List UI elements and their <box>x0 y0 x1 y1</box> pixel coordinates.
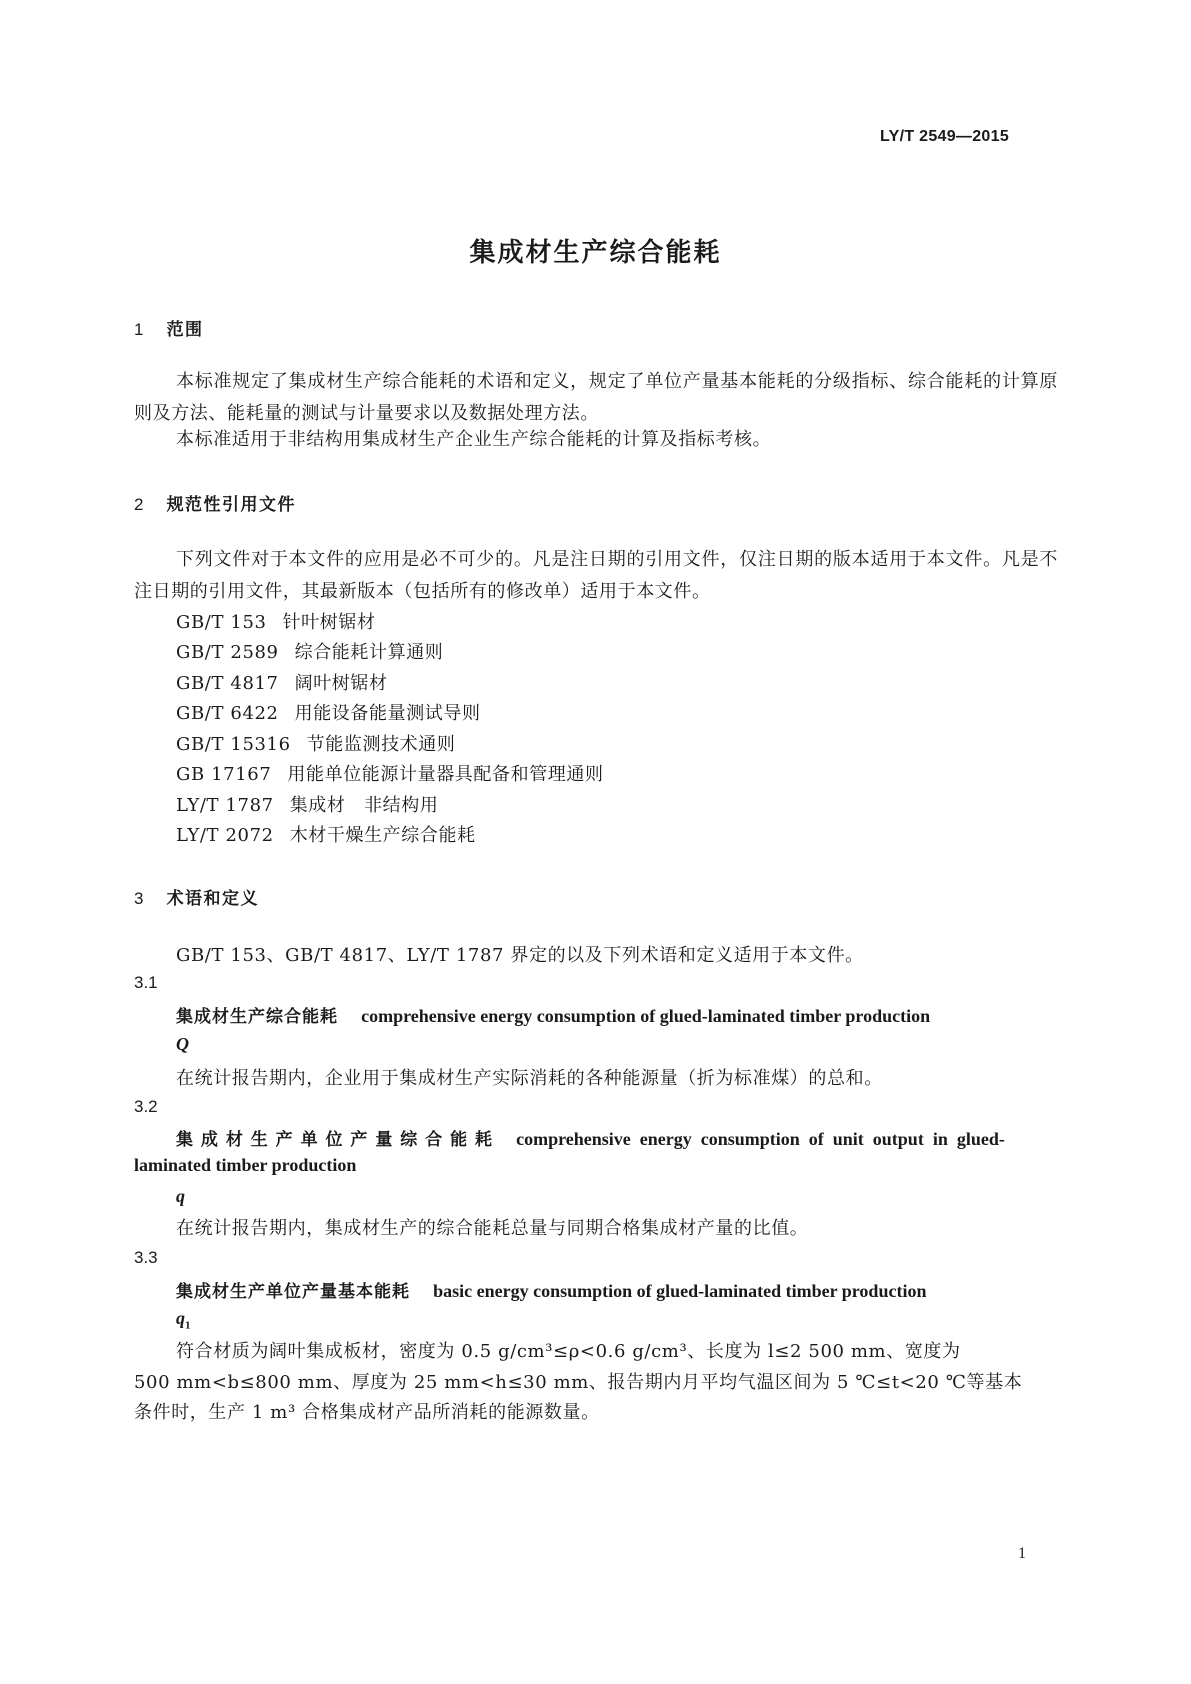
reference-code: LY/T 2072 <box>176 825 274 846</box>
reference-title: 用能单位能源计量器具配备和管理通则 <box>287 764 604 785</box>
reference-code: GB/T 6422 <box>176 703 279 724</box>
reference-title: 节能监测技术通则 <box>306 734 456 755</box>
reference-title: 综合能耗计算通则 <box>294 642 444 663</box>
term-heading <box>176 1125 1005 1150</box>
term-number: 3.3 <box>134 1248 158 1267</box>
section-title: 范围 <box>166 320 204 340</box>
scope-paragraph-1: 本标准规定了集成材生产综合能耗的术语和定义，规定了单位产量基本能耗的分级指标、综合能耗的计算原则及方法、能耗量的测试与计量要求以及数据处理方法。 <box>134 371 1058 424</box>
reference-item <box>176 699 481 725</box>
term-symbol: Q <box>176 1034 189 1054</box>
page-title: 集成材生产综合能耗 <box>469 238 722 268</box>
term-heading <box>176 1002 930 1027</box>
section-2-heading <box>134 490 296 515</box>
section-title: 规范性引用文件 <box>166 495 297 515</box>
section-title: 术语和定义 <box>166 889 260 909</box>
reference-code: GB/T 2589 <box>176 642 279 663</box>
term-english-continued: laminated timber production <box>134 1155 357 1175</box>
reference-code: GB 17167 <box>176 764 272 785</box>
term-definition: 在统计报告期内，集成材生产的综合能耗总量与同期合格集成材产量的比值。 <box>176 1218 809 1239</box>
term-symbol <box>176 1308 191 1332</box>
term-english: comprehensive energy consumption of unit output in glued- <box>516 1129 1005 1149</box>
term-definition-line: 条件时，生产 1 m³ 合格集成材产品所消耗的能源数量。 <box>134 1402 600 1423</box>
term-definition: 在统计报告期内，企业用于集成材生产实际消耗的各种能源量（折为标准煤）的总和。 <box>176 1068 883 1089</box>
symbol-subscript: 1 <box>185 1319 191 1332</box>
term-heading <box>176 1277 926 1302</box>
section-1-heading <box>134 315 204 340</box>
term-definition-line: 符合材质为阔叶集成板材，密度为 0.5 g/cm³≤ρ<0.6 g/cm³、长度为 l≤2 500 mm、宽度为 <box>176 1341 961 1362</box>
reference-item <box>176 669 388 695</box>
reference-code: GB/T 15316 <box>176 734 291 755</box>
term-number: 3.1 <box>134 973 158 992</box>
reference-item <box>176 760 604 786</box>
reference-code: LY/T 1787 <box>176 795 274 816</box>
reference-title: 集成材 非结构用 <box>289 795 439 816</box>
reference-code: GB/T 4817 <box>176 673 279 694</box>
reference-title: 针叶树锯材 <box>282 612 376 633</box>
term-chinese: 集 成 材 生 产 单 位 产 量 综 合 能 耗 <box>176 1130 494 1150</box>
term-chinese: 集成材生产综合能耗 <box>176 1007 338 1027</box>
section-3-heading <box>134 884 259 909</box>
term-symbol: q <box>176 1186 185 1206</box>
reference-item <box>176 608 376 634</box>
page-number: 1 <box>1018 1545 1026 1562</box>
term-definition-line: 500 mm<b≤800 mm、厚度为 25 mm<h≤30 mm、报告期内月平均气温区间为 5 ℃≤t<20 ℃等基本 <box>134 1372 1023 1393</box>
reference-title: 用能设备能量测试导则 <box>294 703 481 724</box>
document-number: LY/T 2549—2015 <box>880 128 1010 145</box>
reference-item <box>176 791 439 817</box>
term-number: 3.2 <box>134 1097 158 1116</box>
symbol-letter: q <box>176 1308 185 1328</box>
reference-title: 阔叶树锯材 <box>294 673 388 694</box>
reference-item <box>176 730 455 756</box>
scope-paragraph-2: 本标准适用于非结构用集成材生产企业生产综合能耗的计算及指标考核。 <box>176 429 772 450</box>
term-english: basic energy consumption of glued-laminated timber production <box>433 1281 927 1301</box>
term-chinese: 集成材生产单位产量基本能耗 <box>176 1282 410 1302</box>
reference-item <box>176 638 443 664</box>
section-number: 3 <box>134 889 144 908</box>
reference-title: 木材干燥生产综合能耗 <box>289 825 476 846</box>
term-english: comprehensive energy consumption of glued-laminated timber production <box>361 1006 931 1026</box>
reference-code: GB/T 153 <box>176 612 267 633</box>
normative-references-intro: 下列文件对于本文件的应用是必不可少的。凡是注日期的引用文件，仅注日期的版本适用于本文件。凡是不注日期的引用文件，其最新版本（包括所有的修改单）适用于本文件。 <box>134 549 1058 602</box>
terms-intro: GB/T 153、GB/T 4817、LY/T 1787 界定的以及下列术语和定义适用于本文件。 <box>176 945 864 966</box>
section-number: 2 <box>134 495 144 514</box>
reference-item <box>176 821 476 847</box>
section-number: 1 <box>134 320 144 339</box>
